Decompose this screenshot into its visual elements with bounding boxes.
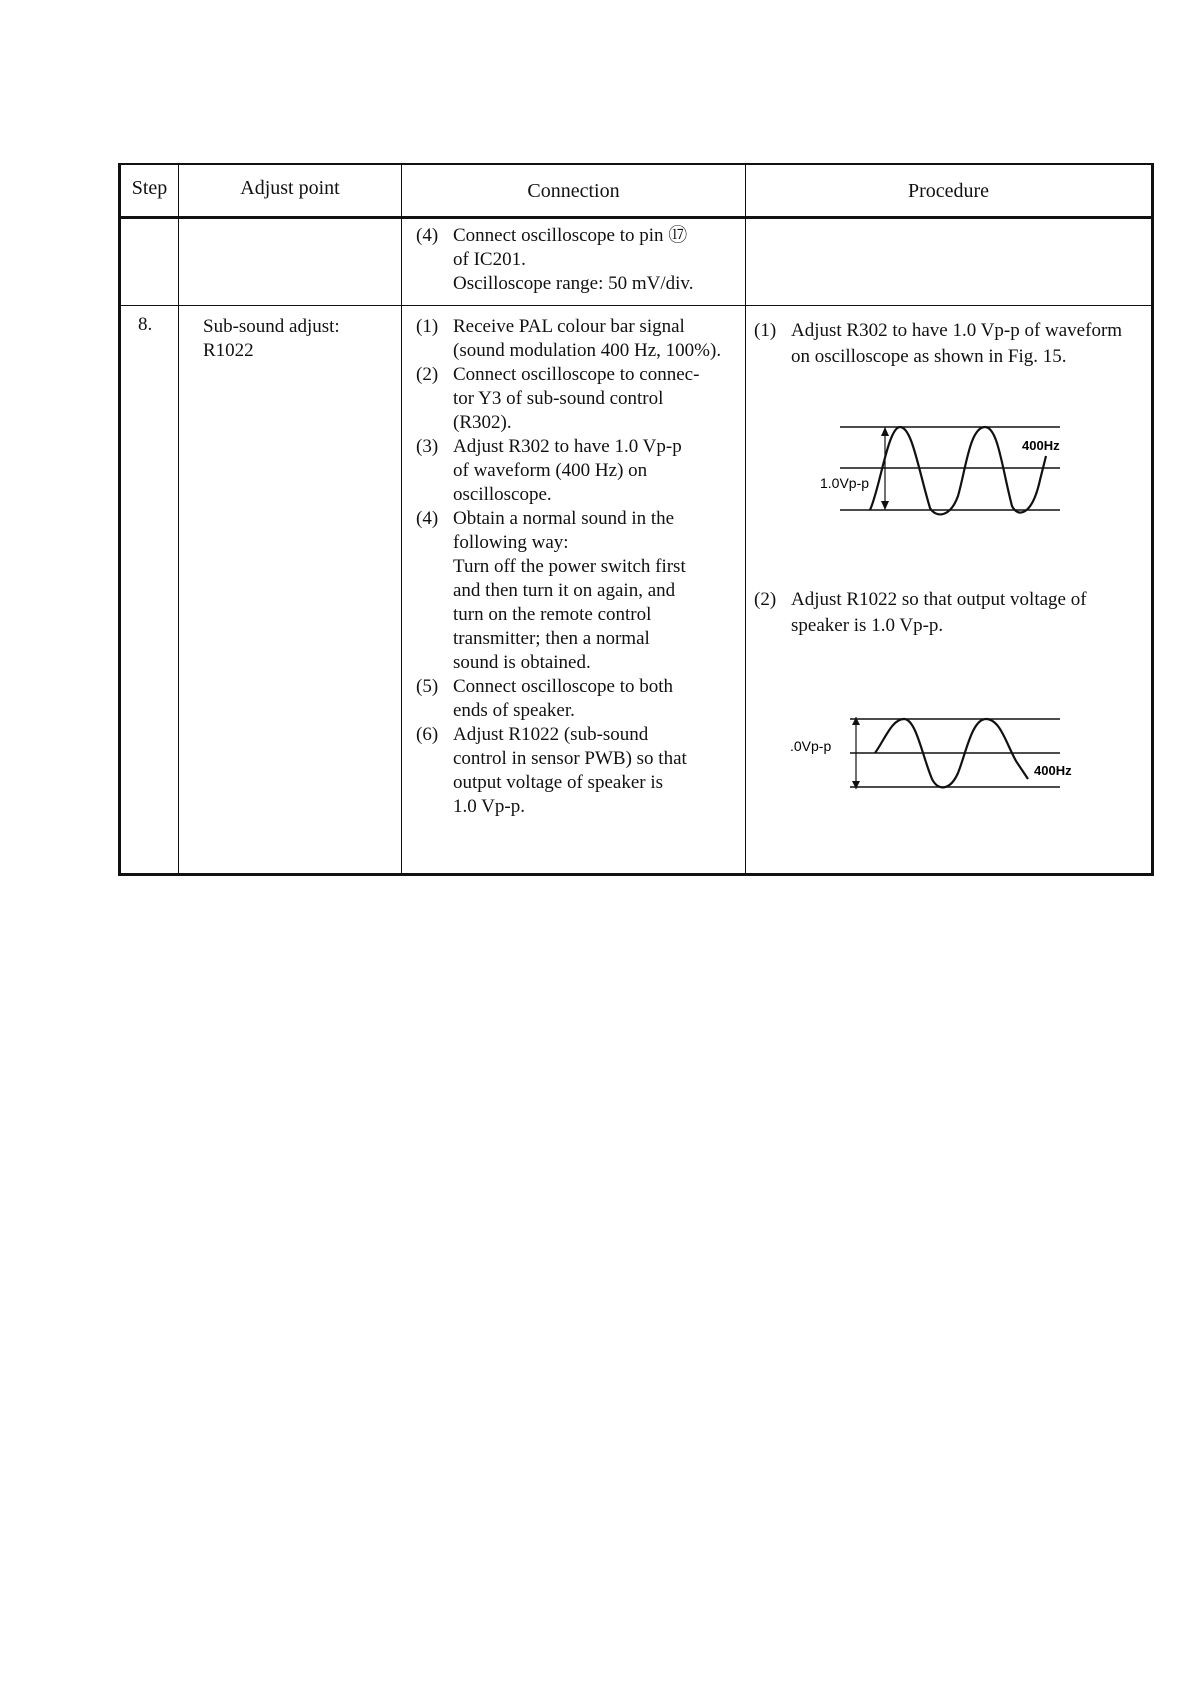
header-bottom-border [118,216,1154,219]
procedure-item [754,318,1122,370]
item-number: (4) [416,225,439,246]
connection-item [416,675,721,723]
header-procedure: Procedure [907,180,990,202]
item-line: Obtain a normal sound in the [453,508,675,529]
item-line: of IC201. [453,249,526,270]
arrow-head-up [881,427,889,436]
item-line: tor Y3 of sub-sound control [453,388,664,409]
item-line: oscilloscope. [453,484,552,505]
item-line: (R302). [453,412,512,433]
item-number: (5) [416,676,439,697]
procedure-step-2 [754,587,1087,639]
arrow-head-down [881,501,889,510]
frequency-label: 400Hz [1022,438,1060,453]
item-number: (1) [754,320,777,341]
item-line: Turn off the power switch first [453,556,686,577]
connection-item [416,507,721,675]
item-number: (1) [416,316,439,337]
adjust-point [203,315,340,363]
item-line: on oscilloscope as shown in Fig. 15. [791,346,1067,367]
item-line: Oscilloscope range: 50 mV/div. [453,273,694,294]
item-line: Adjust R1022 so that output voltage of [791,589,1087,610]
connection-item [416,224,693,296]
item-line: and then turn it on again, and [453,580,676,601]
item-line: following way: [453,532,569,553]
item-line: Connect oscilloscope to pin ⑰ [453,225,688,246]
item-line: Receive PAL colour bar signal [453,316,685,337]
frequency-label: 400Hz [1034,763,1072,778]
column-divider-step [178,163,179,876]
item-line: Adjust R302 to have 1.0 Vp-p of waveform [791,320,1123,341]
row-divider [118,305,1154,306]
item-line: Connect oscilloscope to both [453,676,674,697]
table-right-border [1151,163,1154,876]
table-top-border [118,163,1154,165]
procedure-step-1 [754,318,1122,370]
item-number: (4) [416,508,439,529]
arrow-head-down [852,781,860,789]
column-divider-adjust [401,163,402,876]
item-line: sound is obtained. [453,652,591,673]
item-number: (3) [416,436,439,457]
item-number: (2) [754,589,777,610]
waveform-diagram-1 [800,416,1080,526]
adjust-point-line: Sub-sound adjust: [203,316,340,337]
item-line: ends of speaker. [453,700,575,721]
table-left-border [118,163,121,876]
header-adjust-point: Adjust point [240,177,340,199]
item-line: of waveform (400 Hz) on [453,460,648,481]
row2-connection [416,315,721,819]
step-number: 8. [138,314,153,335]
amplitude-label: 1.0Vp-p [820,475,870,491]
waveform-diagram-2 [790,703,1090,803]
connection-item [416,435,721,507]
item-line: control in sensor PWB) so that [453,748,687,769]
item-line: Adjust R1022 (sub-sound [453,724,649,745]
item-line: speaker is 1.0 Vp-p. [791,615,944,636]
table-bottom-border [118,873,1154,876]
item-line: turn on the remote control [453,604,652,625]
arrow-head-up [852,717,860,725]
header-connection: Connection [527,180,620,202]
item-line: Adjust R302 to have 1.0 Vp-p [453,436,682,457]
row1-connection [416,224,693,296]
sine-waveform [870,427,1046,514]
procedure-item [754,587,1087,639]
connection-item [416,315,721,363]
amplitude-label: .0Vp-p [790,738,832,754]
item-number: (6) [416,724,439,745]
header-step: Step [131,177,168,199]
connection-item [416,723,721,819]
connection-item [416,363,721,435]
item-line: transmitter; then a normal [453,628,650,649]
item-line: (sound modulation 400 Hz, 100%). [453,340,722,361]
item-line: output voltage of speaker is [453,772,664,793]
item-number: (2) [416,364,439,385]
adjust-point-line: R1022 [203,340,254,361]
item-line: Connect oscilloscope to connec- [453,364,700,385]
item-line: 1.0 Vp-p. [453,796,525,817]
column-divider-connection [745,163,746,876]
